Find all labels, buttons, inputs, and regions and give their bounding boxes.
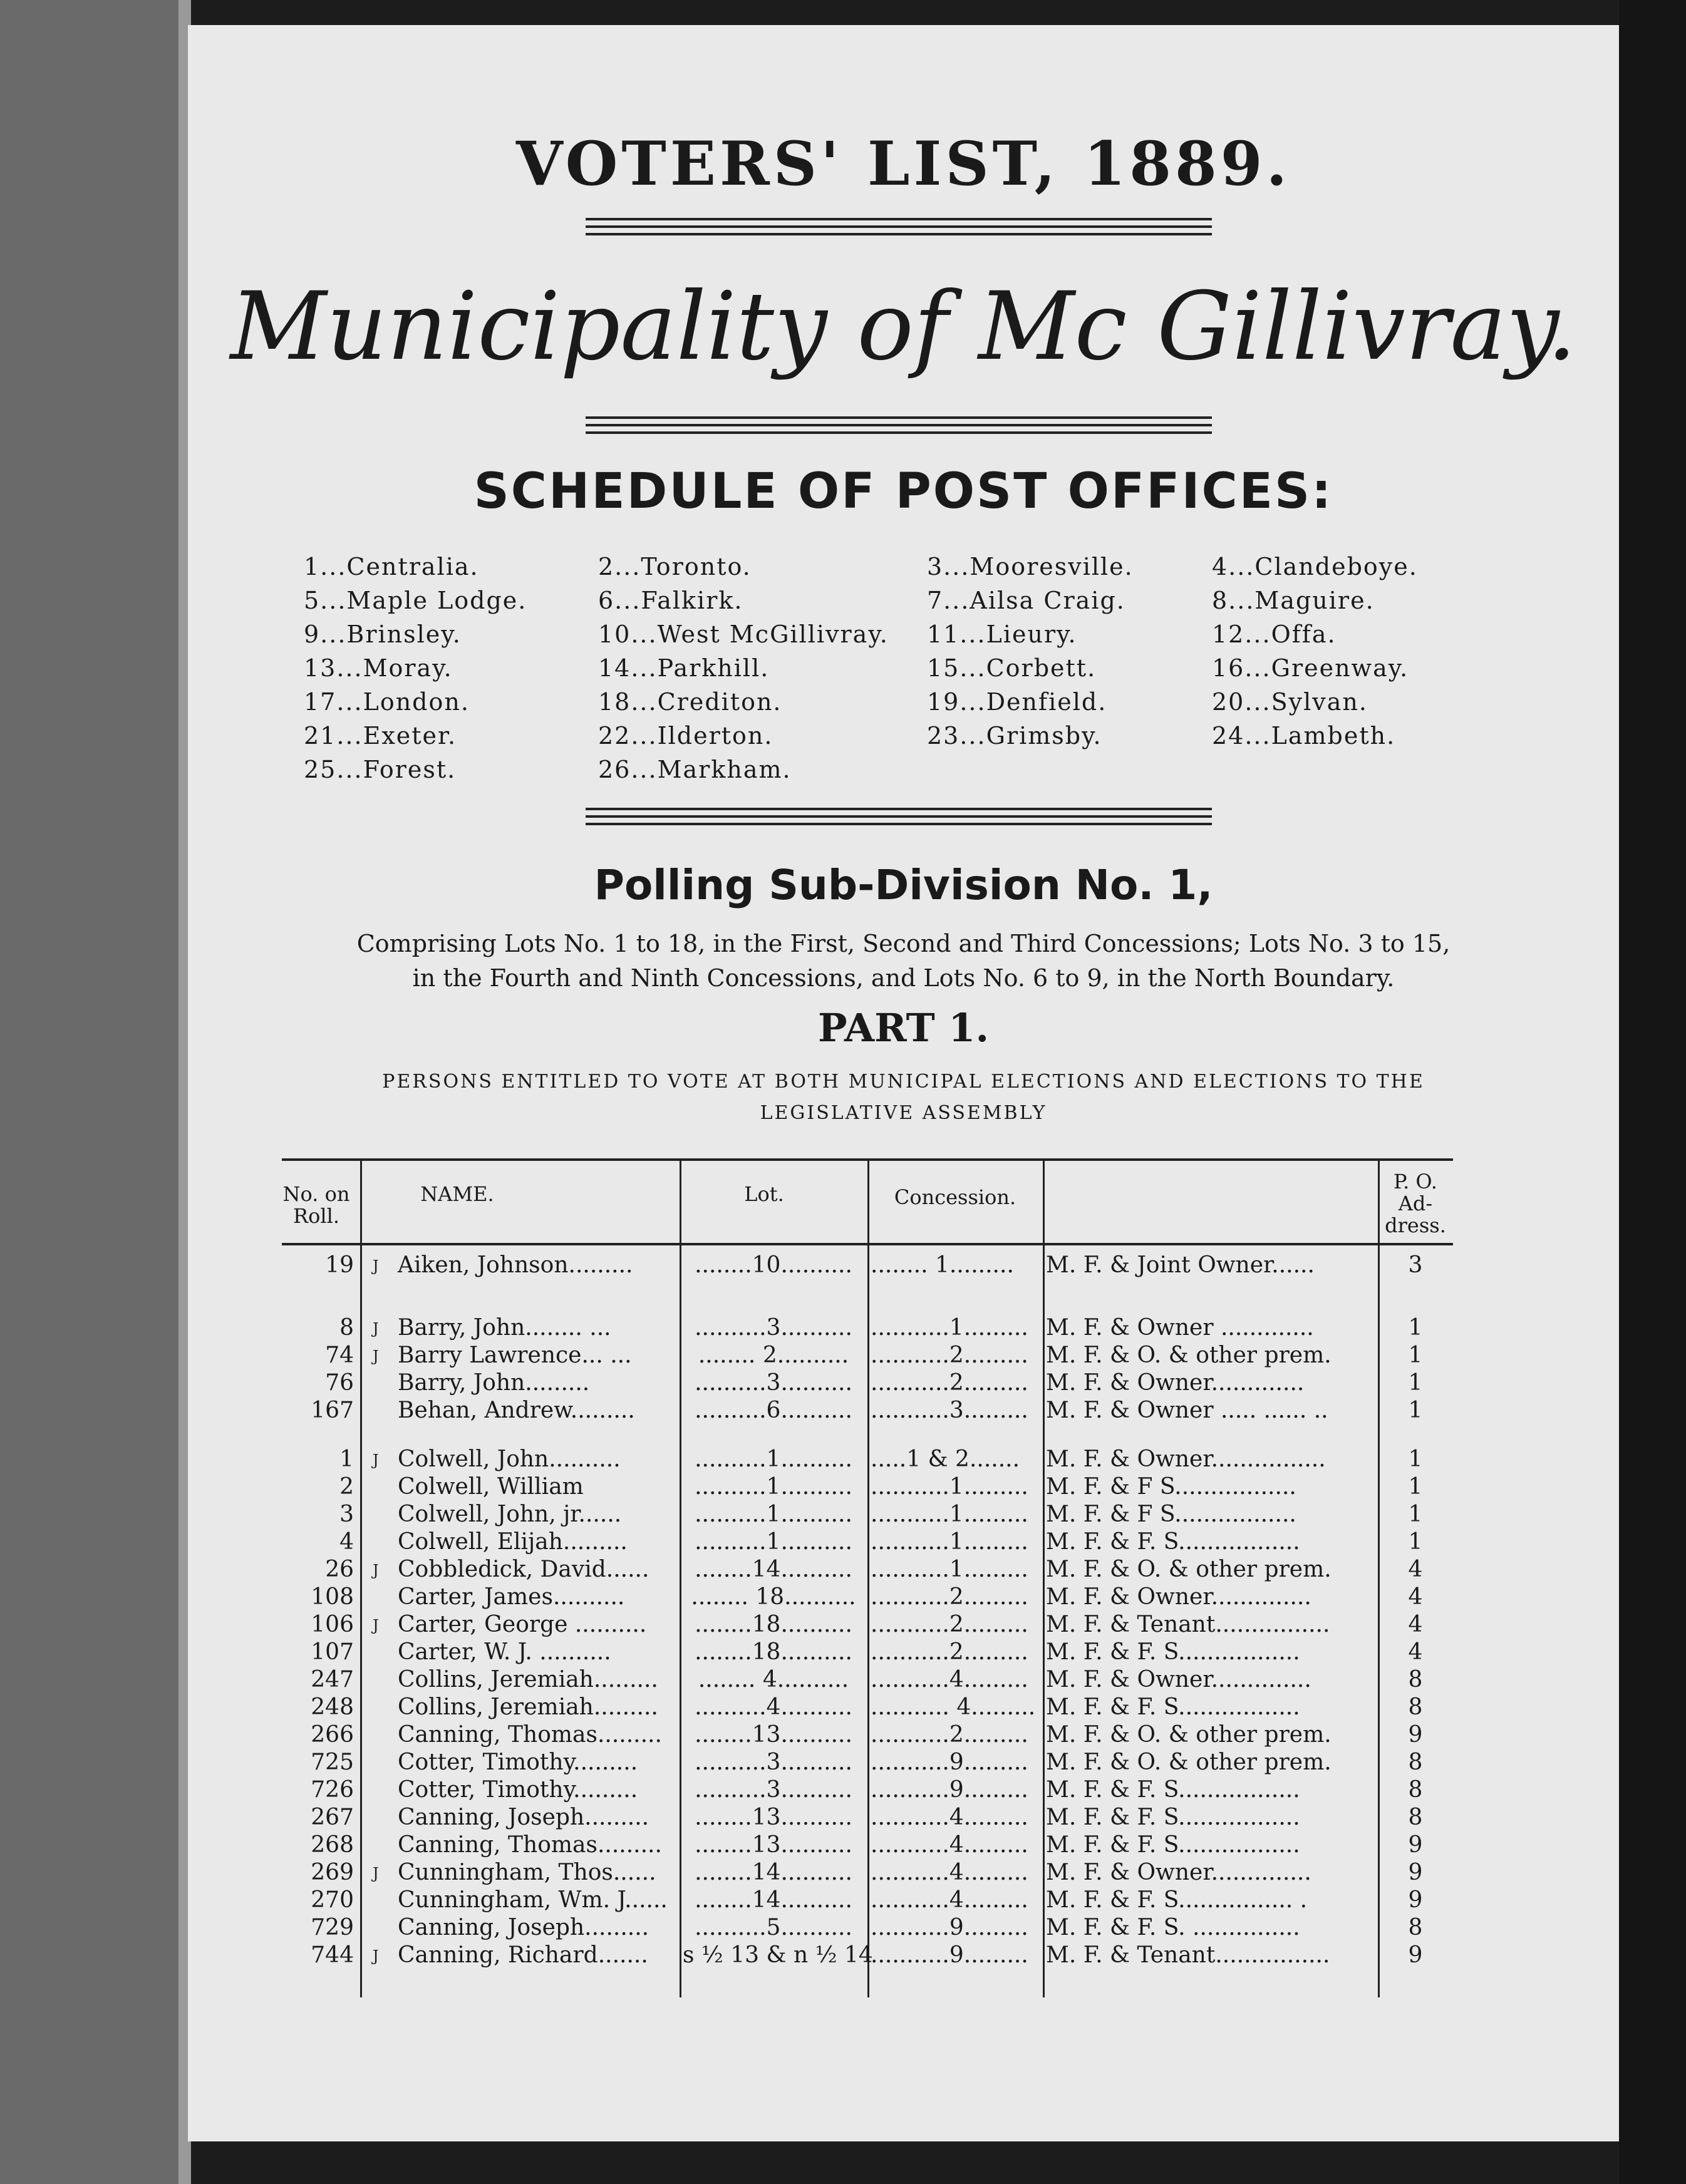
- roll-number: 725: [311, 1749, 354, 1775]
- qualification: M. F. & F. S.................: [1046, 1639, 1300, 1665]
- qualification: M. F. & Owner................: [1046, 1446, 1326, 1472]
- roll-number: 268: [311, 1832, 354, 1858]
- table-row: [188, 1529, 1619, 1557]
- po-address-number: 8: [1408, 1915, 1423, 1940]
- po-address-number: 4: [1408, 1639, 1423, 1665]
- concession-number: ...........1.........: [871, 1557, 1028, 1582]
- concession-number: ........ 1.........: [871, 1252, 1014, 1278]
- concession-number: ...........9.........: [871, 1777, 1028, 1803]
- left-cover-board: [0, 0, 178, 2184]
- qualification: M. F. & F. S................ .: [1046, 1887, 1308, 1913]
- juror-mark: J: [373, 1320, 379, 1337]
- roll-number: 106: [311, 1612, 354, 1637]
- voter-name: Canning, Thomas.........: [398, 1722, 662, 1748]
- roll-number: 247: [311, 1667, 354, 1692]
- table-row: [188, 1612, 1619, 1639]
- po-address-number: 8: [1408, 1805, 1423, 1830]
- concession-number: ...........1.........: [871, 1315, 1028, 1341]
- header-no-on-roll: No. on Roll.: [282, 1182, 350, 1228]
- roll-number: 267: [311, 1805, 354, 1830]
- table-row: [188, 1252, 1619, 1280]
- qualification: M. F. & Tenant................: [1046, 1612, 1330, 1637]
- lot-number: ........ 4..........: [698, 1667, 849, 1692]
- document-page: [188, 25, 1619, 2141]
- table-row: [188, 1777, 1619, 1805]
- concession-number: ...........9.........: [871, 1942, 1028, 1968]
- voter-name: Canning, Richard.......: [398, 1942, 648, 1968]
- qualification: M. F. & Owner .............: [1046, 1315, 1314, 1341]
- po-address-number: 8: [1408, 1749, 1423, 1775]
- voter-name: Aiken, Johnson.........: [398, 1252, 633, 1278]
- post-office-entry: 2...Toronto.: [598, 553, 752, 580]
- qualification: M. F. & F. S.................: [1046, 1832, 1300, 1858]
- voter-name: Colwell, William: [398, 1474, 584, 1500]
- roll-number: 269: [311, 1860, 354, 1885]
- concession-number: ...........3.........: [871, 1398, 1028, 1423]
- post-office-entry: 13...Moray.: [304, 654, 453, 682]
- lot-number: ........14..........: [695, 1860, 852, 1885]
- ornamental-rule: [586, 808, 1212, 829]
- roll-number: 8: [339, 1315, 354, 1341]
- qualification: M. F. & F. S.................: [1046, 1777, 1300, 1803]
- concession-number: ...........1.........: [871, 1502, 1028, 1527]
- roll-number: 248: [311, 1694, 354, 1720]
- voter-name: Canning, Joseph.........: [398, 1915, 649, 1940]
- voter-name: Cotter, Timothy.........: [398, 1777, 638, 1803]
- post-office-entry: 3...Mooresville.: [927, 553, 1134, 580]
- lot-number: ........18..........: [695, 1639, 852, 1665]
- qualification: M. F. & F. S.................: [1046, 1805, 1300, 1830]
- voter-name: Barry, John.........: [398, 1370, 590, 1396]
- ornamental-rule: [586, 416, 1212, 438]
- concession-number: ...........4.........: [871, 1860, 1028, 1885]
- po-address-number: 8: [1408, 1667, 1423, 1692]
- qualification: M. F. & F. S.................: [1046, 1529, 1300, 1555]
- roll-number: 270: [311, 1887, 354, 1913]
- table-row: [188, 1887, 1619, 1915]
- concession-number: ...........2.........: [871, 1370, 1028, 1396]
- qualification: M. F. & F. S. ...............: [1046, 1915, 1300, 1940]
- table-row: [188, 1667, 1619, 1694]
- post-office-entry: 17...London.: [304, 688, 470, 716]
- post-office-entry: 16...Greenway.: [1212, 654, 1409, 682]
- table-row: [188, 1915, 1619, 1942]
- post-office-entry: 21...Exeter.: [304, 722, 457, 749]
- scan-edge: [1619, 0, 1686, 2184]
- qualification: M. F. & Owner..............: [1046, 1860, 1311, 1885]
- table-row: [188, 1370, 1619, 1398]
- concession-number: ........... 4.........: [871, 1694, 1036, 1720]
- post-office-entry: 9...Brinsley.: [304, 621, 462, 648]
- voter-name: Colwell, John, jr......: [398, 1502, 622, 1527]
- qualification: M. F. & Tenant................: [1046, 1942, 1330, 1968]
- roll-number: 74: [325, 1342, 354, 1368]
- lot-number: ........13..........: [695, 1805, 852, 1830]
- po-address-number: 1: [1408, 1529, 1423, 1555]
- juror-mark: J: [373, 1562, 379, 1579]
- lot-number: ..........5..........: [695, 1915, 852, 1940]
- post-office-entry: 25...Forest.: [304, 756, 457, 783]
- table-row: [188, 1584, 1619, 1612]
- po-address-number: 1: [1408, 1315, 1423, 1341]
- roll-number: 729: [311, 1915, 354, 1940]
- juror-mark: J: [373, 1617, 379, 1634]
- voter-name: Canning, Thomas.........: [398, 1832, 662, 1858]
- lot-number: ........ 2..........: [698, 1342, 849, 1368]
- table-row: [188, 1315, 1619, 1342]
- po-address-number: 8: [1408, 1777, 1423, 1803]
- qualification: M. F. & O. & other prem.: [1046, 1557, 1332, 1582]
- po-address-number: 3: [1408, 1252, 1423, 1278]
- voter-name: Collins, Jeremiah.........: [398, 1694, 658, 1720]
- part-heading: PART 1.: [817, 1005, 990, 1051]
- concession-number: ...........9.........: [871, 1915, 1028, 1940]
- post-office-entry: 1...Centralia.: [304, 553, 479, 580]
- table-row: [188, 1942, 1619, 1970]
- voter-name: Colwell, John..........: [398, 1446, 621, 1472]
- post-office-entry: 11...Lieury.: [927, 621, 1077, 648]
- polling-subdivision-heading: Polling Sub-Division No. 1,: [594, 861, 1213, 909]
- po-address-number: 1: [1408, 1474, 1423, 1500]
- post-office-entry: 24...Lambeth.: [1212, 722, 1396, 749]
- table-row: [188, 1694, 1619, 1722]
- post-office-entry: 14...Parkhill.: [598, 654, 770, 682]
- roll-number: 266: [311, 1722, 354, 1748]
- voter-name: Barry Lawrence... ...: [398, 1342, 632, 1368]
- header-concession: Concession.: [894, 1185, 1016, 1209]
- concession-number: ...........4.........: [871, 1832, 1028, 1858]
- po-address-number: 9: [1408, 1887, 1423, 1913]
- lot-number: ..........3..........: [695, 1749, 852, 1775]
- qualification: M. F. & Owner ..... ...... ..: [1046, 1398, 1328, 1423]
- concession-number: ...........4.........: [871, 1887, 1028, 1913]
- post-office-entry: 20...Sylvan.: [1212, 688, 1368, 716]
- header-po-address: P. O. Ad- dress.: [1385, 1170, 1446, 1238]
- ornamental-rule: [586, 218, 1212, 239]
- lot-number: s ½ 13 & n ½ 14: [683, 1942, 873, 1968]
- subdivision-description-line2: in the Fourth and Ninth Concessions, and Lots No. 6 to 9, in the North Boundary.: [412, 964, 1395, 992]
- voter-name: Canning, Joseph.........: [398, 1805, 649, 1830]
- roll-number: 744: [311, 1942, 354, 1968]
- po-address-number: 4: [1408, 1584, 1423, 1610]
- voter-name: Barry, John........ ...: [398, 1315, 611, 1341]
- table-row: [188, 1342, 1619, 1370]
- voter-name: Cunningham, Wm. J......: [398, 1887, 668, 1913]
- post-office-entry: 5...Maple Lodge.: [304, 587, 527, 614]
- roll-number: 26: [325, 1557, 354, 1582]
- concession-number: ...........4.........: [871, 1805, 1028, 1830]
- voter-name: Behan, Andrew.........: [398, 1398, 635, 1423]
- concession-number: ...........1.........: [871, 1529, 1028, 1555]
- lot-number: ........14..........: [695, 1557, 852, 1582]
- lot-number: ........13..........: [695, 1722, 852, 1748]
- post-office-entry: 18...Crediton.: [598, 688, 782, 716]
- lot-number: ..........3..........: [695, 1370, 852, 1396]
- juror-mark: J: [373, 1347, 379, 1365]
- voter-name: Carter, James..........: [398, 1584, 625, 1610]
- qualification: M. F. & F. S.................: [1046, 1694, 1300, 1720]
- post-office-entry: 22...Ilderton.: [598, 722, 773, 749]
- post-office-entry: 15...Corbett.: [927, 654, 1097, 682]
- qualification: M. F. & Owner.............: [1046, 1370, 1305, 1396]
- lot-number: ........13..........: [695, 1832, 852, 1858]
- header-lot: Lot.: [744, 1182, 784, 1206]
- roll-number: 3: [339, 1502, 354, 1527]
- qualification: M. F. & Owner..............: [1046, 1584, 1311, 1610]
- qualification: M. F. & Owner..............: [1046, 1667, 1311, 1692]
- po-address-number: 1: [1408, 1502, 1423, 1527]
- qualification: M. F. & F S.................: [1046, 1474, 1296, 1500]
- table-row: [188, 1446, 1619, 1474]
- lot-number: ..........6..........: [695, 1398, 852, 1423]
- qualification: M. F. & O. & other prem.: [1046, 1342, 1332, 1368]
- po-address-number: 4: [1408, 1612, 1423, 1637]
- entitlement-line2: LEGISLATIVE ASSEMBLY: [760, 1102, 1047, 1124]
- po-address-number: 1: [1408, 1370, 1423, 1396]
- entitlement-line1: PERSONS ENTITLED TO VOTE AT BOTH MUNICIPAL ELECTIONS AND ELECTIONS TO THE: [382, 1071, 1425, 1093]
- po-address-number: 1: [1408, 1398, 1423, 1423]
- po-address-number: 9: [1408, 1860, 1423, 1885]
- qualification: M. F. & O. & other prem.: [1046, 1749, 1332, 1775]
- juror-mark: J: [373, 1865, 379, 1882]
- table-row: [188, 1502, 1619, 1529]
- table-row: [188, 1749, 1619, 1777]
- po-address-number: 9: [1408, 1722, 1423, 1748]
- lot-number: ..........4..........: [695, 1694, 852, 1720]
- juror-mark: J: [373, 1947, 379, 1965]
- table-row: [188, 1398, 1619, 1425]
- roll-number: 1: [339, 1446, 354, 1472]
- lot-number: ..........1..........: [695, 1529, 852, 1555]
- concession-number: ...........9.........: [871, 1749, 1028, 1775]
- voter-name: Cobbledick, David......: [398, 1557, 649, 1582]
- post-office-entry: 26...Markham.: [598, 756, 792, 783]
- roll-number: 2: [339, 1474, 354, 1500]
- lot-number: ........18..........: [695, 1612, 852, 1637]
- voter-name: Carter, W. J. ..........: [398, 1639, 611, 1665]
- voter-name: Carter, George ..........: [398, 1612, 647, 1637]
- post-office-entry: 7...Ailsa Craig.: [927, 587, 1125, 614]
- concession-number: ...........2.........: [871, 1342, 1028, 1368]
- lot-number: ..........3..........: [695, 1777, 852, 1803]
- po-address-number: 4: [1408, 1557, 1423, 1582]
- roll-number: 108: [311, 1584, 354, 1610]
- page-title: VOTERS' LIST, 1889.: [515, 128, 1291, 199]
- municipality-heading: Municipality of Mc Gillivray.: [230, 272, 1577, 381]
- lot-number: ..........1..........: [695, 1474, 852, 1500]
- roll-number: 726: [311, 1777, 354, 1803]
- qualification: M. F. & F S.................: [1046, 1502, 1296, 1527]
- voter-name: Collins, Jeremiah.........: [398, 1667, 658, 1692]
- juror-mark: J: [373, 1257, 379, 1275]
- roll-number: 107: [311, 1639, 354, 1665]
- post-office-entry: 12...Offa.: [1212, 621, 1337, 648]
- table-row: [188, 1557, 1619, 1584]
- po-address-number: 9: [1408, 1832, 1423, 1858]
- po-address-number: 1: [1408, 1446, 1423, 1472]
- lot-number: ..........1..........: [695, 1446, 852, 1472]
- voter-name: Cotter, Timothy.........: [398, 1749, 638, 1775]
- lot-number: ........ 18..........: [691, 1584, 856, 1610]
- lot-number: ..........3..........: [695, 1315, 852, 1341]
- lot-number: ........14..........: [695, 1887, 852, 1913]
- table-row: [188, 1722, 1619, 1749]
- concession-number: ...........2.........: [871, 1584, 1028, 1610]
- concession-number: ...........2.........: [871, 1722, 1028, 1748]
- table-row: [188, 1805, 1619, 1832]
- concession-number: .....1 & 2.......: [871, 1446, 1020, 1472]
- lot-number: ........10..........: [695, 1252, 852, 1278]
- concession-number: ...........4.........: [871, 1667, 1028, 1692]
- roll-number: 167: [311, 1398, 354, 1423]
- table-row: [188, 1474, 1619, 1502]
- post-office-entry: 10...West McGillivray.: [598, 621, 889, 648]
- roll-number: 19: [325, 1252, 354, 1278]
- qualification: M. F. & O. & other prem.: [1046, 1722, 1332, 1748]
- concession-number: ...........2.........: [871, 1612, 1028, 1637]
- schedule-heading: SCHEDULE OF POST OFFICES:: [473, 463, 1333, 520]
- voter-name: Colwell, Elijah.........: [398, 1529, 628, 1555]
- concession-number: ...........2.........: [871, 1639, 1028, 1665]
- post-office-entry: 6...Falkirk.: [598, 587, 743, 614]
- post-office-entry: 4...Clandeboye.: [1212, 553, 1418, 580]
- po-address-number: 1: [1408, 1342, 1423, 1368]
- header-name: NAME.: [420, 1182, 494, 1206]
- roll-number: 76: [325, 1370, 354, 1396]
- post-office-entry: 8...Maguire.: [1212, 587, 1375, 614]
- qualification: M. F. & Joint Owner......: [1046, 1252, 1315, 1278]
- subdivision-description-line1: Comprising Lots No. 1 to 18, in the First, Second and Third Concessions; Lots No. 3 to 15,: [356, 930, 1451, 957]
- post-office-entry: 19...Denfield.: [927, 688, 1107, 716]
- roll-number: 4: [339, 1529, 354, 1555]
- voter-name: Cunningham, Thos......: [398, 1860, 656, 1885]
- juror-mark: J: [373, 1451, 379, 1469]
- concession-number: ...........1.........: [871, 1474, 1028, 1500]
- table-row: [188, 1832, 1619, 1860]
- table-row: [188, 1639, 1619, 1667]
- po-address-number: 9: [1408, 1942, 1423, 1968]
- po-address-number: 8: [1408, 1694, 1423, 1720]
- lot-number: ..........1..........: [695, 1502, 852, 1527]
- table-row: [188, 1860, 1619, 1887]
- post-office-entry: 23...Grimsby.: [927, 722, 1102, 749]
